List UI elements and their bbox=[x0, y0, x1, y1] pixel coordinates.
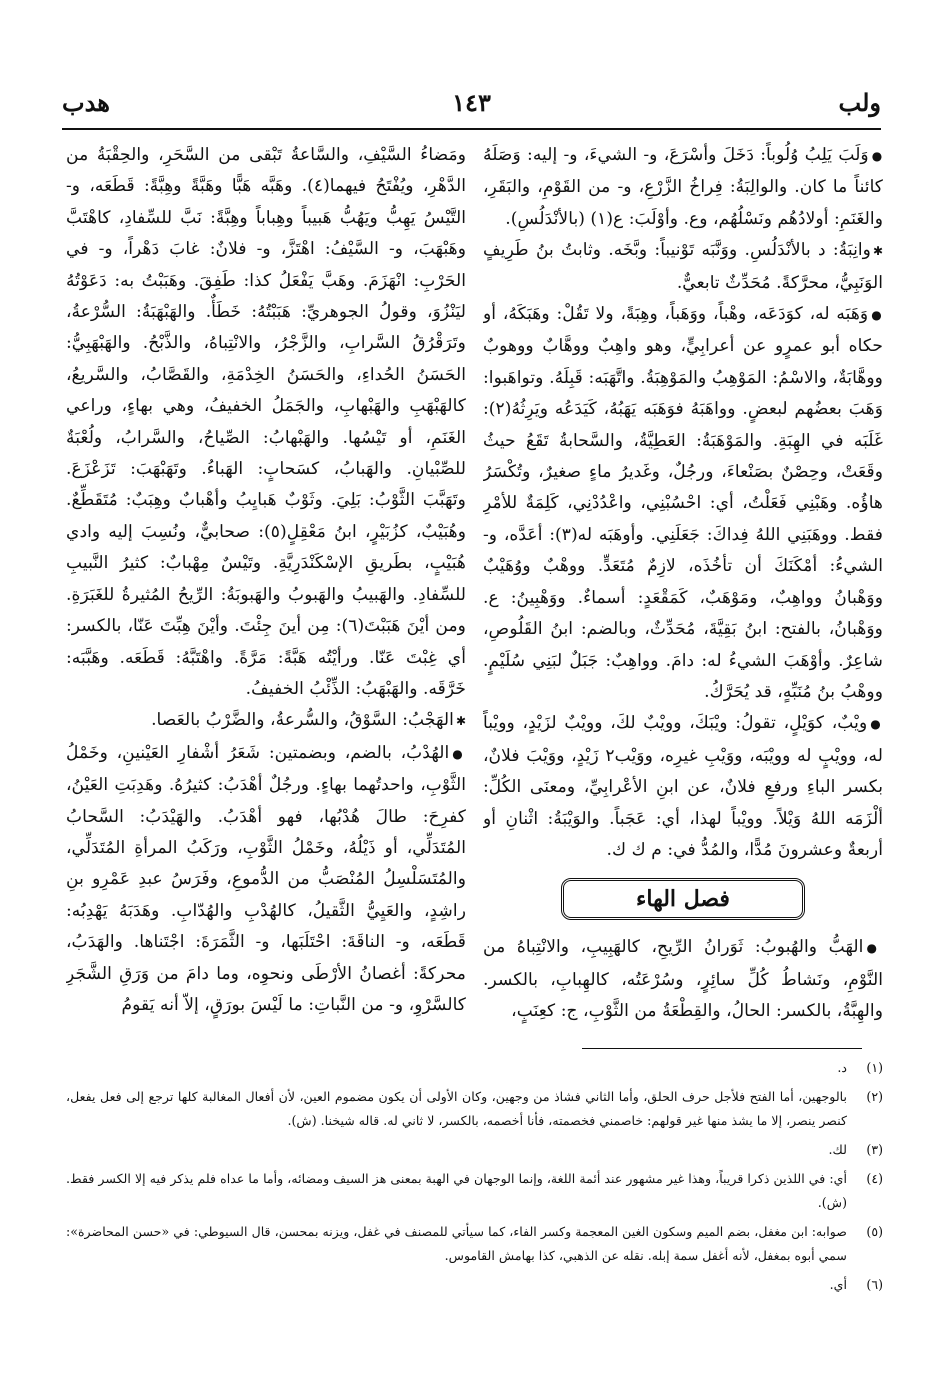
footnote-number: (٢) bbox=[866, 1089, 883, 1104]
right-column-entry: ● ويْبٌ، كوَيْلٍ، تقولُ: ويْبَكَ، وويْبٌ لكَ، وويْبٌ لزَيْدٍ، وويْباً له، وويْبٍ له وويْبَه، ووَيْبِ غيرِه، ووَيْب٢ زَيْدٍ، ووَيْبَ فلانٌ، بكسر الباءِ ورفعِ فلانٌ، عن ابنِ الأعْرابِيِّ، ومعنَى الكُلِّ: ألْزَمَه اللهُ وَيْلاً. وويْباً لهذا، أي: عَجَباً. والوَيْبَةُ: اثْنانِ أو أربعةٌ وعشرونَ مُدًّا، والمُدُّ في: م ك ك. bbox=[483, 708, 883, 866]
footnote bbox=[66, 1273, 883, 1297]
right-column bbox=[483, 140, 883, 1030]
footnotes bbox=[66, 1056, 883, 1302]
footnote-text: صوابه: ابن مغفل، بضم الميم وسكون الغين المعجمة وكسر الفاء، كما سيأتي للمصنف في غفل، ويزنه بمحسن، قال السيوطي: في «حسن المحاضرة»: سمي أبوه بمغفل، لأنه أغفل سمة إبله. نقله عن الذهبي، كذا بهامش القاموس. bbox=[66, 1224, 847, 1263]
left-column-entry: ● الهُدْبُ، بالضم، وبضمتين: شَعَرُ أشْفارِ العَيْنينِ، وخَمْلُ الثَّوْبِ، واحدتُهما بهاءٍ. ورجُلٌ أهْدَبُ: كثيرُهُ. وهَدِبَتِ العَيْنُ، كفرِحَ: طالَ هُدْبُها، فهو أهْدَبُ. والهَيْدَبُ: السَّحابُ المُتَدَلِّي، أو ذَيْلُهُ، وخَمْلُ الثَّوْبِ، ورَكَبُ المرأةِ المُتَدَلِّي، والمُتَسَلْسِلُ المُنْصَبُّ من الدُّموعِ، وفَرَسُ عبدِ عَمْرِو بنِ راشِدٍ، والعَيِيُّ الثَّقيلُ، كالهُدْبِ والهُدّابِ. وهَدَبَهُ يَهْدِبُه: قَطَعَه، و- الناقَةَ: احْتَلَبَها، و- الثَّمَرَةَ: اجْتَناها. والهَدَبُ، محركةً: أغصانُ الأرْطَى ونحوِه، وما دامَ من وَرَقِ الشَّجَرِ كالسَّرْوِ، و- من النَّباتِ: ما لَيْسَ بورَقٍ، إلاّ أنه يَقومُ bbox=[66, 738, 466, 1022]
footnote-number: (١) bbox=[866, 1060, 883, 1075]
footnote-rule bbox=[582, 1048, 862, 1049]
footnote-number: (٣) bbox=[866, 1142, 883, 1157]
running-head-left: هدب bbox=[62, 88, 110, 117]
left-column-entry: ومَضاءُ السَّيْفِ، والسَّاعةُ تَبْقى من السَّحَرِ، والحِقْبَةُ من الدَّهْرِ، ويُفْتَحُ فيهما(٤). وهَبَّه هَبًّا وهَبَّةً وهِبَّةً: قَطَعَه، و- التَّيْسُ يَهِبُّ ويَهُبُّ هَبيباً وهِباباً وهِبَّةً: نَبَّ للسِّفادِ، كاهْتَبَّ وهَبْهَبَ، و- السَّيْفُ: اهْتَزَّ، و- فلانٌ: غابَ دَهْراً، و- في الحَرْبِ: انْهَزَمَ. وهَبَّ يَفْعَلُ كذا: طَفِقَ. وهَبَبْتُ به: دَعَوْتُهُ ليَنْزُوَ، وقولُ الجوهريِّ: هَبَبْتُهُ: خَطَأٌ. والهَبْهَبَةُ: السُّرْعةُ، وتَرَقْرُقُ السَّرابِ، والزَّجْرُ، والانْتِباهُ، والذَّبْحُ. والهَبْهَبِيُّ: الحَسَنُ الحُداءِ، والحَسَنُ الخِدْمَةِ، والقَصَّابُ، والسَّريعُ، كالهَبْهَبِ والهَبْهابِ، والجَمَلُ الخفيفُ، وهي بهاءٍ، وراعي الغَنَمِ، أو تَيْسُها. والهَبْهابُ: الصِّياحُ، والسَّرابُ، ولُعْبَةٌ للصِّبْيانِ. والهَبابُ، كسَحابٍ: الهَباءُ. وتَهَبْهَبَ: تَزَعْزَعَ. وتَهَبَّبَ الثَّوْبُ: بَلِيَ. وثَوْبٌ هَبايِبُ وأهْبابٌ وهِبَبٌ: مُتَقَطِّعٌ. وهُبَيْبٌ، كزُبَيْرٍ، ابنُ مَعْقِلٍ(٥): صحابيٌّ، ونُسِبَ إليه وادي هُبَيْبٍ، بطَريقِ الإسْكَنْدَرِيَّةِ. وتَيْسٌ مِهْبابٌ: كثيرُ النَّبيبِ للسِّفادِ. والهَبيبُ والهَبوبُ والهَبوبَةُ: الرِّيحُ المُثيرةُ للغَبَرَةِ. ومن أيْنَ هَبَبْتَ(٦): مِن أينَ جِئْتَ. وأيْنَ هِبِّتَ عَنّا، بالكسر: أي غِبْتَ عَنّا. ورأيْتُه هَبَّةً: مَرَّةً. واهْتَبَّهُ: قَطَعَه. وهَبَّبَه: خَرَّقَه. والهَبْهَبُ: الذِّئْبُ الخفيفُ. bbox=[66, 145, 466, 699]
running-head-right: ولب bbox=[838, 88, 881, 117]
footnote bbox=[66, 1167, 883, 1215]
right-column-entry: ● وَهَبَه له، كوَدَعَه، وهْباً، ووَهَباً، وهِبَةً، ولا تَقُلْ: وهَبَكَهُ، أو حكاه أبو عمرٍو عن أعرابِيٍّ، وهو واهِبٌ ووهَّابٌ ووهوبٌ ووهَّابَةٌ، والاسْمُ: المَوْهِبُ والمَوْهِبَةُ. واتَّهَبَه: قَبِلَهُ. وتواهَبوا: وَهَبَ بعضُهم لبعضٍ. وواهَبَهُ فوَهَبَه يَهَبُهُ، كَيَدَعُه ويَرِثُهُ(٢): غَلَبَه في الهِبَةِ. والمَوْهَبَةُ: العَطِيَّةُ، والسَّحابةُ تَقَعُ حيثُ وقَعَتْ، وحِصْنٌ بصَنْعاءَ، ورجُلٌ، وغَديرُ ماءٍ صغيرٌ، وتُكْسَرُ هاؤُه. وهَبْنِي فَعَلْتُ، أي: احْسُبْنِي، واعْدُدْنِي، كَلِمَةٌ للأمْرِ فقط. ووهَبَنِي اللهُ فِداكَ: جَعَلَنِي. وأوهَبَه له(٣): أعَدَّه، و- الشيءُ: أمْكَنَكَ أن تأخُذَه، لازِمٌ مُتَعَدٍّ. ووهْبٌ ووُهَيْبٌ ووَهْبانُ وواهِبٌ، ومَوْهَبٌ، كَمَقْعَدٍ: أسماءٌ. ووَهْبِينُ: ع. ووَهْبانُ، بالفتح: ابنُ بَقِيَّةَ، مُحَدِّثٌ، وبالضم: ابنُ القَلُوصِ، شاعِرٌ. وأوْهَبَ الشيءُ له: دامَ. وواهِبٌ: جَبَلٌ لبَنِي سُلَيْمٍ. ووهْبُ بنُ مُنَبِّهٍ، قد يُحَرَّكُ. bbox=[483, 299, 883, 708]
footnote-text: أي. bbox=[829, 1277, 847, 1292]
left-column-entry: ✱ الهَجْبُ: السَّوْقُ، والسُّرعةُ، والضَّرْبُ بالعَصا. bbox=[66, 705, 466, 737]
footnote bbox=[66, 1085, 883, 1133]
footnote-number: (٤) bbox=[866, 1171, 883, 1186]
footnote-text: د. bbox=[837, 1060, 847, 1075]
header-rule bbox=[62, 128, 881, 130]
section-heading: فصل الهاء bbox=[561, 878, 805, 920]
right-column-entry: ✱ وانِبَةُ: د بالأنْدَلُسِ. ووَنَّبَه تَوْنيباً: وبَّخَه. وثابتُ بنُ طَرِيفٍ الوَنَبِيُّ، محرَّكةً. مُحَدِّثٌ تابعيٌّ. bbox=[483, 235, 883, 299]
footnote-text: لك. bbox=[828, 1142, 847, 1157]
footnote bbox=[66, 1138, 883, 1162]
right-column-entry: ● وَلَبَ يَلِبُ وُلُوباً: دَخَلَ وأسْرَعَ، و- الشيءَ، و- إليه: وَصَلَهُ كائناً ما كان. والوالِبَةُ: فِراخُ الزَّرْعِ، و- من القَوْمِ، والبَقَرِ، والغَنَمِ: أولادُهُم ونَسْلُهُم، وع. وأوْلَبَ: ع(١) (بالأنْدَلُسِ). bbox=[483, 140, 883, 235]
page-header bbox=[62, 88, 881, 128]
page-number: ١٤٣ bbox=[452, 88, 491, 117]
footnote-number: (٥) bbox=[866, 1224, 883, 1239]
footnote bbox=[66, 1220, 883, 1268]
left-column bbox=[66, 140, 466, 1030]
footnote bbox=[66, 1056, 883, 1080]
right-column-entry: ● الهَبُّ والهُبوبُ: ثَوَرانُ الرِّيحِ، كالهَبِيبِ، والانْتِباهُ من النَّوْمِ، ونَشاطُ كُلِّ سائِرٍ، وسُرْعَتُه، كالهِبابِ، بالكسر. والهِبَّةُ، بالكسر: الحالُ، والقِطْعَةُ من الثَّوْبِ، ج: كعِنَبٍ، bbox=[483, 932, 883, 1027]
footnote-text: بالوجهين، أما الفتح فلأجل حرف الحلق، وأما الثاني فشاذ من وجهين، وكان الأولى أن يكون مضموم العين، لأن أفعال المغالبة كلها ترجع إلى فعل يفعل، كنصر ينصر، إلا ما يشذ منها غير قولهم: خاصمني فخصمته، فأنا أخصمه، بالكسر، لا ثاني له. قاله شيخنا. (ش). bbox=[66, 1089, 847, 1128]
footnote-text: أي: في اللذين ذكرا قريباً، وهذا غير مشهور عند أئمة اللغة، وإنما الوجهان في الهبة بمعنى هز السيف ومضائه، وأما ما عداه فلم يذكر فيه إلا الكسر فقط. (ش). bbox=[66, 1171, 847, 1210]
footnote-number: (٦) bbox=[866, 1277, 883, 1292]
